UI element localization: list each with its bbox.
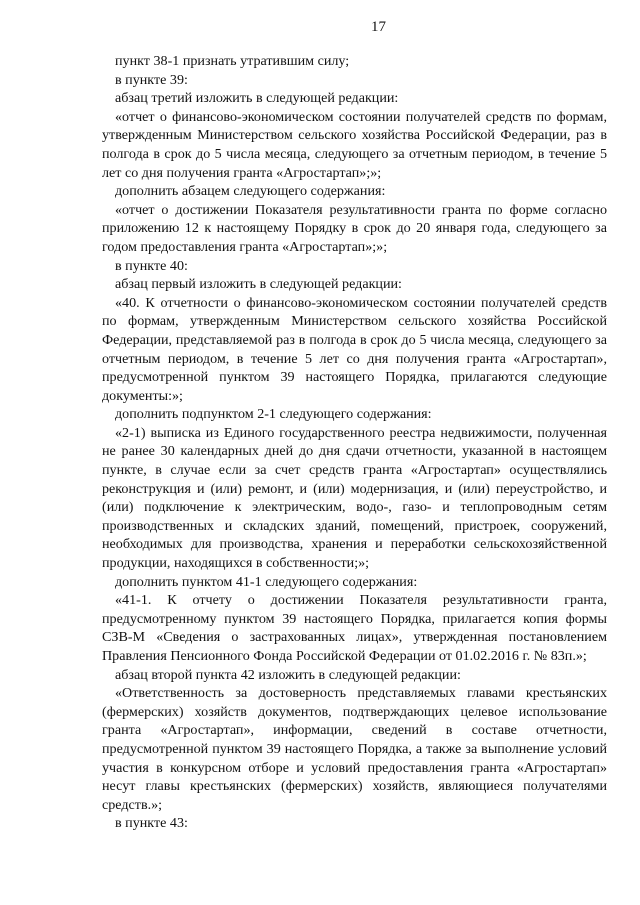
paragraph: «2-1) выписка из Единого государственного реестра недвижимости, полученная не ранее 30 календарных дней до дня сдачи отчетности, указанной в настоящем пункте, в случае если за счет средств гранта «Агростартап» осуществлялись реконструкция и (или) ремонт, и (или) модернизация, и (или) переустройство, и (или) подключение к электрическим, водо-, газо- и теплопроводным сетям производственных и складских зданий, помещений, пристроек, сооружений, необходимых для производства, хранения и переработки сельскохозяйственной продукции, находящихся в собственности;»;: [102, 424, 607, 572]
paragraph: дополнить пунктом 41-1 следующего содержания:: [115, 573, 418, 590]
paragraph: «40. К отчетности о финансово-экономическом состоянии получателей средств по формам, утвержденным Министерством сельского хозяйства Российской Федерации, представляемой раз в полгода в срок до 5 числа месяца, следующего за отчетным периодом, в течение 5 лет со дня получения гранта «Агростартап», предусмотренной пунктом 39 настоящего Порядка, прилагаются следующие документы:»;: [102, 294, 607, 404]
paragraph: «Ответственность за достоверность представляемых главами крестьянских (фермерских) хозяйств документов, подтверждающих целевое использование гранта «Агростартап», информации, сведений в составе отчетности, предусмотренной пунктом 39 настоящего Порядка, а также за выполнение условий участия в конкурсном отборе и условий предоставления гранта «Агростартап» несут главы крестьянских (фермерских) хозяйств, являющиеся получателями средств.»;: [102, 685, 607, 813]
document-body: [102, 52, 607, 833]
paragraph: в пункте 39:: [115, 71, 188, 88]
page-number: 17: [371, 19, 386, 35]
paragraph: «отчет о достижении Показателя результативности гранта по форме согласно приложению 12 к настоящему Порядку в срок до 20 января года, следующего за годом предоставления гранта «Агростартап»;»;: [102, 201, 607, 255]
paragraph: абзац третий изложить в следующей редакции:: [115, 90, 399, 107]
paragraph: абзац второй пункта 42 изложить в следующей редакции:: [115, 666, 461, 683]
paragraph: пункт 38-1 признать утратившим силу;: [115, 53, 350, 69]
paragraph: абзац первый изложить в следующей редакции:: [115, 276, 402, 293]
paragraph: в пункте 40:: [115, 257, 188, 274]
paragraph: дополнить абзацем следующего содержания:: [115, 183, 386, 200]
paragraph: дополнить подпунктом 2-1 следующего содержания:: [115, 406, 432, 423]
paragraph: в пункте 43:: [115, 815, 188, 832]
paragraph: «отчет о финансово-экономическом состоянии получателей средств по формам, утвержденным Министерством сельского хозяйства Российской Федерации, раз в полгода в срок до 5 числа месяца, следующего за отчетным периодом, в течение 5 лет со дня получения гранта «Агростартап»;»;: [102, 108, 607, 181]
paragraph: «41-1. К отчету о достижении Показателя результативности гранта, предусмотренному пунктом 39 настоящего Порядка, прилагается копия формы СЗВ-М «Сведения о застрахованных лицах», утвержденная постановлением Правления Пенсионного Фонда Российской Федерации от 01.02.2016 г. № 83п.»;: [102, 592, 607, 664]
